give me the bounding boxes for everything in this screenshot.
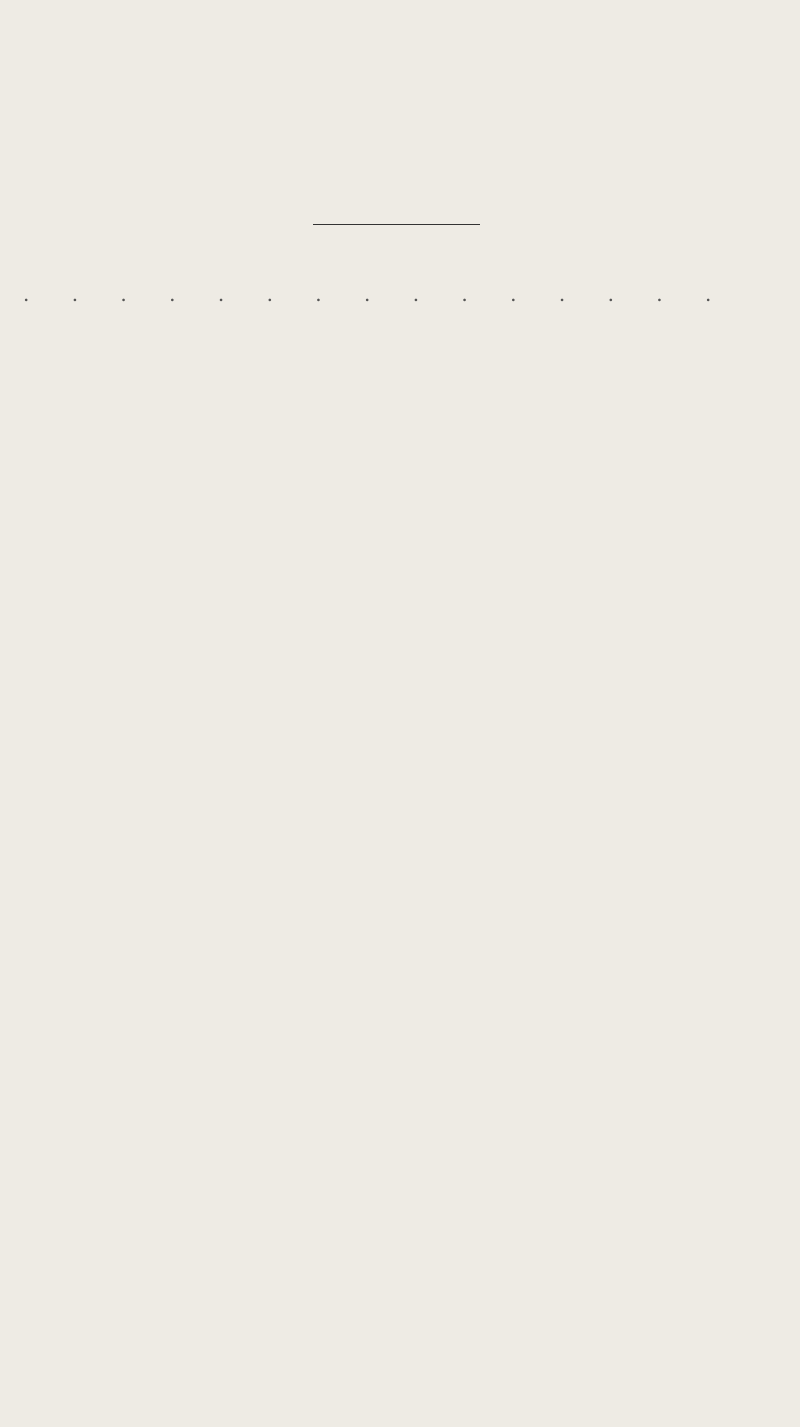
title-rule: [313, 224, 480, 225]
preface-entry[interactable]: [23, 282, 793, 306]
leader-dots: . . . . . . . . . . . . . . .: [23, 282, 730, 306]
